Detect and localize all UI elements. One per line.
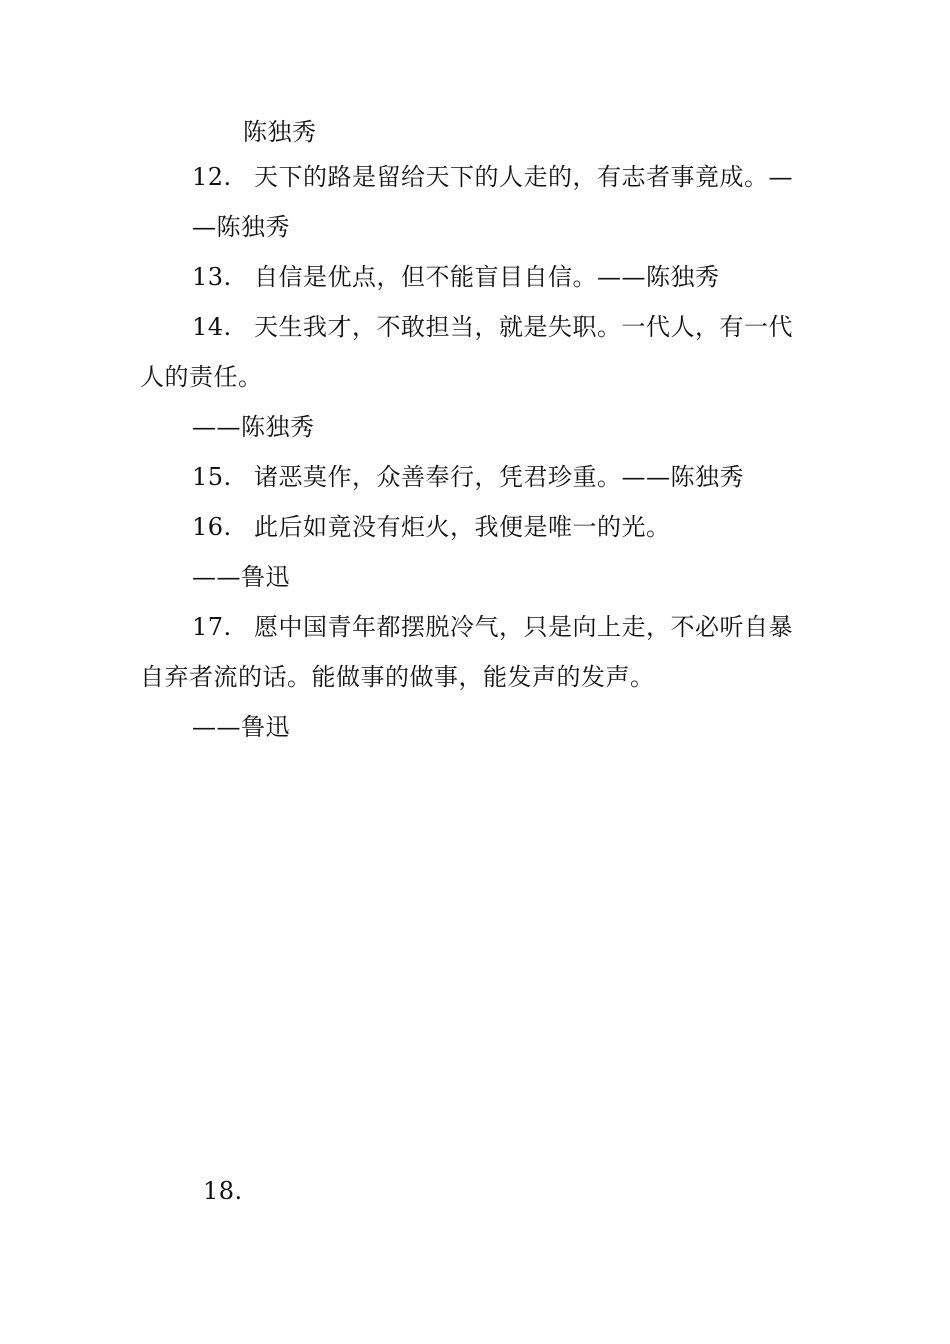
item-number: 15. bbox=[192, 463, 232, 491]
text-line bbox=[140, 362, 263, 392]
line-text: 愿中国青年都摆脱冷气，只是向上走，不必听自暴 bbox=[254, 613, 793, 641]
line-text: ——鲁迅 bbox=[192, 713, 290, 741]
list-item bbox=[192, 262, 720, 292]
text-line bbox=[192, 212, 290, 242]
item-number: 12. bbox=[192, 163, 232, 191]
line-text: 诸恶莫作，众善奉行，凭君珍重。——陈独秀 bbox=[254, 463, 744, 491]
list-item bbox=[192, 312, 793, 342]
item-number: 17. bbox=[192, 613, 232, 641]
line-text: ——鲁迅 bbox=[192, 563, 290, 591]
item-number: 16. bbox=[192, 513, 232, 541]
line-text: 自信是优点，但不能盲目自信。——陈独秀 bbox=[254, 263, 720, 291]
text-line bbox=[140, 662, 655, 692]
item-number: 14. bbox=[192, 313, 232, 341]
list-item bbox=[192, 162, 793, 192]
line-text: 陈独秀 bbox=[243, 118, 317, 146]
text-line bbox=[192, 412, 315, 442]
line-text: 自弃者流的话。能做事的做事，能发声的发声。 bbox=[140, 663, 655, 691]
line-text: 天下的路是留给天下的人走的，有志者事竟成。— bbox=[254, 163, 793, 191]
footer-item-number bbox=[203, 1176, 243, 1206]
text-line bbox=[192, 562, 290, 592]
line-text: 此后如竟没有炬火，我便是唯一的光。 bbox=[254, 513, 671, 541]
list-item bbox=[192, 612, 793, 642]
line-text: ——陈独秀 bbox=[192, 413, 315, 441]
text-line bbox=[192, 712, 290, 742]
line-text: 天生我才，不敢担当，就是失职。一代人，有一代 bbox=[254, 313, 793, 341]
item-number: 13. bbox=[192, 263, 232, 291]
item-number: 18. bbox=[203, 1177, 243, 1205]
list-item bbox=[192, 462, 744, 492]
list-item bbox=[192, 512, 671, 542]
text-line bbox=[243, 117, 317, 147]
line-text: —陈独秀 bbox=[192, 213, 290, 241]
line-text: 人的责任。 bbox=[140, 363, 263, 391]
